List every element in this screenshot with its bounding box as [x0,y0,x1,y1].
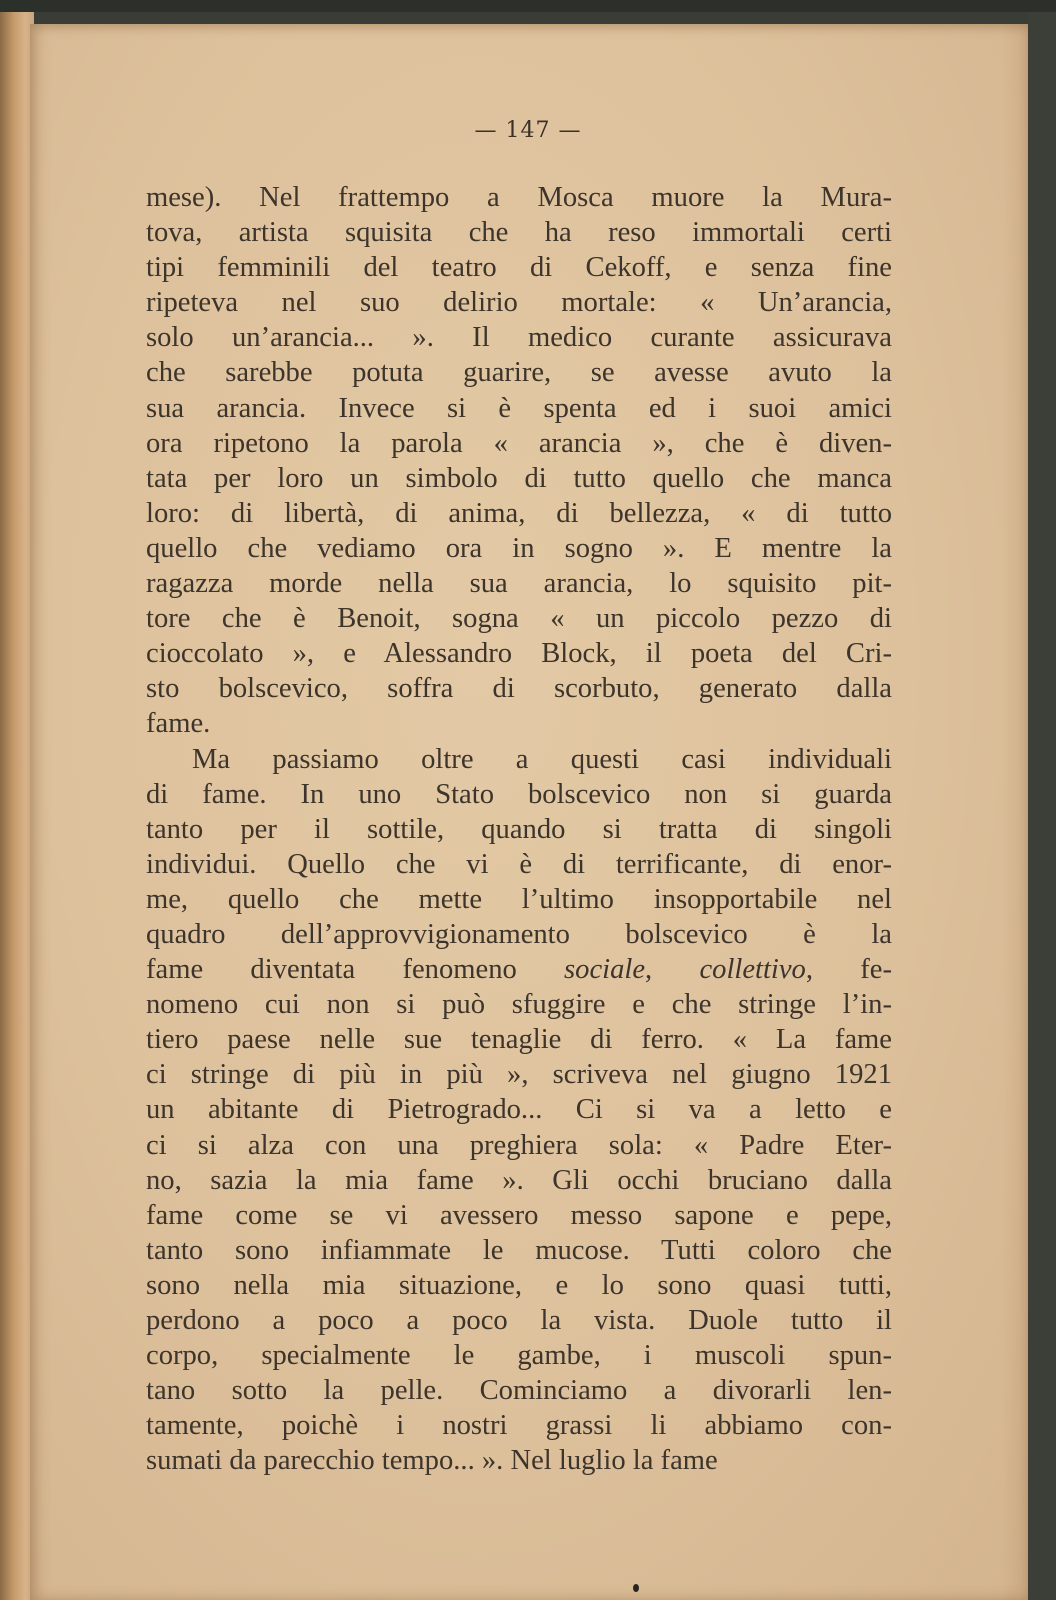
scanner-background-right [1028,12,1056,1600]
text-line: tipi femminili del teatro di Cekoff, e senza fine [146,252,892,284]
text-line: tova, artista squisita che ha reso immortali certi [146,217,892,249]
scanner-top-edge [0,0,1056,12]
text-line: loro: di libertà, di anima, di bellezza, « di tutto [146,497,892,529]
text-run: , [645,954,700,986]
text-line: fame. [146,708,211,740]
text-line: mese). Nel frattempo a Mosca muore la Mura- [146,182,892,213]
text-line-italic [146,952,892,987]
text-line: tamente, poichè i nostri grassi li abbiamo con- [146,1410,892,1442]
text-line: quadro dell’approvvigionamento bolscevico è la [146,918,892,950]
text-line: ora ripetono la parola « arancia », che è diven- [146,427,892,459]
italic-term-sociale: sociale [564,954,646,986]
text-line: tanto sono infiammate le mucose. Tutti coloro che [146,1234,892,1266]
text-line: un abitante di Pietrogrado... Ci si va a letto e [146,1094,892,1126]
ink-speck [633,1584,639,1592]
text-line: ragazza morde nella sua arancia, lo squisito pit- [146,568,892,600]
book-spine-edge [0,12,34,1600]
text-line: me, quello che mette l’ultimo insopportabile nel [146,883,892,915]
body-text [146,180,892,1478]
text-line: ripeteva nel suo delirio mortale: « Un’arancia, [146,287,892,319]
text-line: perdono a poco a poco la vista. Duole tutto il [146,1305,892,1336]
text-line: nomeno cui non si può sfuggire e che stringe l’in- [146,989,892,1021]
text-line: Ma passiamo oltre a questi casi individuali [192,743,892,775]
text-line: tano sotto la pelle. Cominciamo a divorarli len- [146,1375,892,1407]
text-line: fame come se vi avessero messo sapone e pepe, [146,1199,892,1231]
text-line: ci stringe di più in più », scriveva nel giugno 1921 [146,1059,892,1091]
text-line: ci si alza con una preghiera sola: « Padre Eter- [146,1129,892,1161]
paragraph-1 [146,180,892,742]
text-line: tanto per il sottile, quando si tratta di singoli [146,813,892,845]
text-line: solo un’arancia... ». Il medico curante assicurava [146,322,892,354]
text-line: sumati da parecchio tempo... ». Nel luglio la fame [146,1445,718,1477]
page-number: — 147 — [474,118,582,143]
paragraph-2 [146,742,892,1479]
text-line: individui. Quello che vi è di terrificante, di enor- [146,848,892,880]
text-line: sto bolscevico, soffra di scorbuto, generato dalla [146,673,892,705]
text-line: di fame. In uno Stato bolscevico non si guarda [146,778,892,810]
italic-term-collettivo: collettivo [699,954,806,986]
text-line: cioccolato », e Alessandro Block, il poeta del Cri- [146,638,892,670]
text-line: tore che è Benoit, sogna « un piccolo pezzo di [146,603,892,635]
page-right-shadow [1002,24,1028,1600]
text-line: tata per loro un simbolo di tutto quello che manca [146,462,892,494]
text-line: sono nella mia situazione, e lo sono quasi tutti, [146,1269,892,1301]
text-line: che sarebbe potuta guarire, se avesse avuto la [146,357,892,389]
text-line: quello che vediamo ora in sogno ». E mentre la [146,532,892,564]
text-line: sua arancia. Invece si è spenta ed i suoi amici [146,392,892,424]
text-line: tiero paese nelle sue tenaglie di ferro. « La fame [146,1024,892,1056]
text-line: corpo, specialmente le gambe, i muscoli spun- [146,1340,892,1372]
text-line: no, sazia la mia fame ». Gli occhi bruciano dalla [146,1164,892,1196]
text-run: fame diventata fenomeno [146,954,565,986]
text-run: , fe- [805,954,892,986]
